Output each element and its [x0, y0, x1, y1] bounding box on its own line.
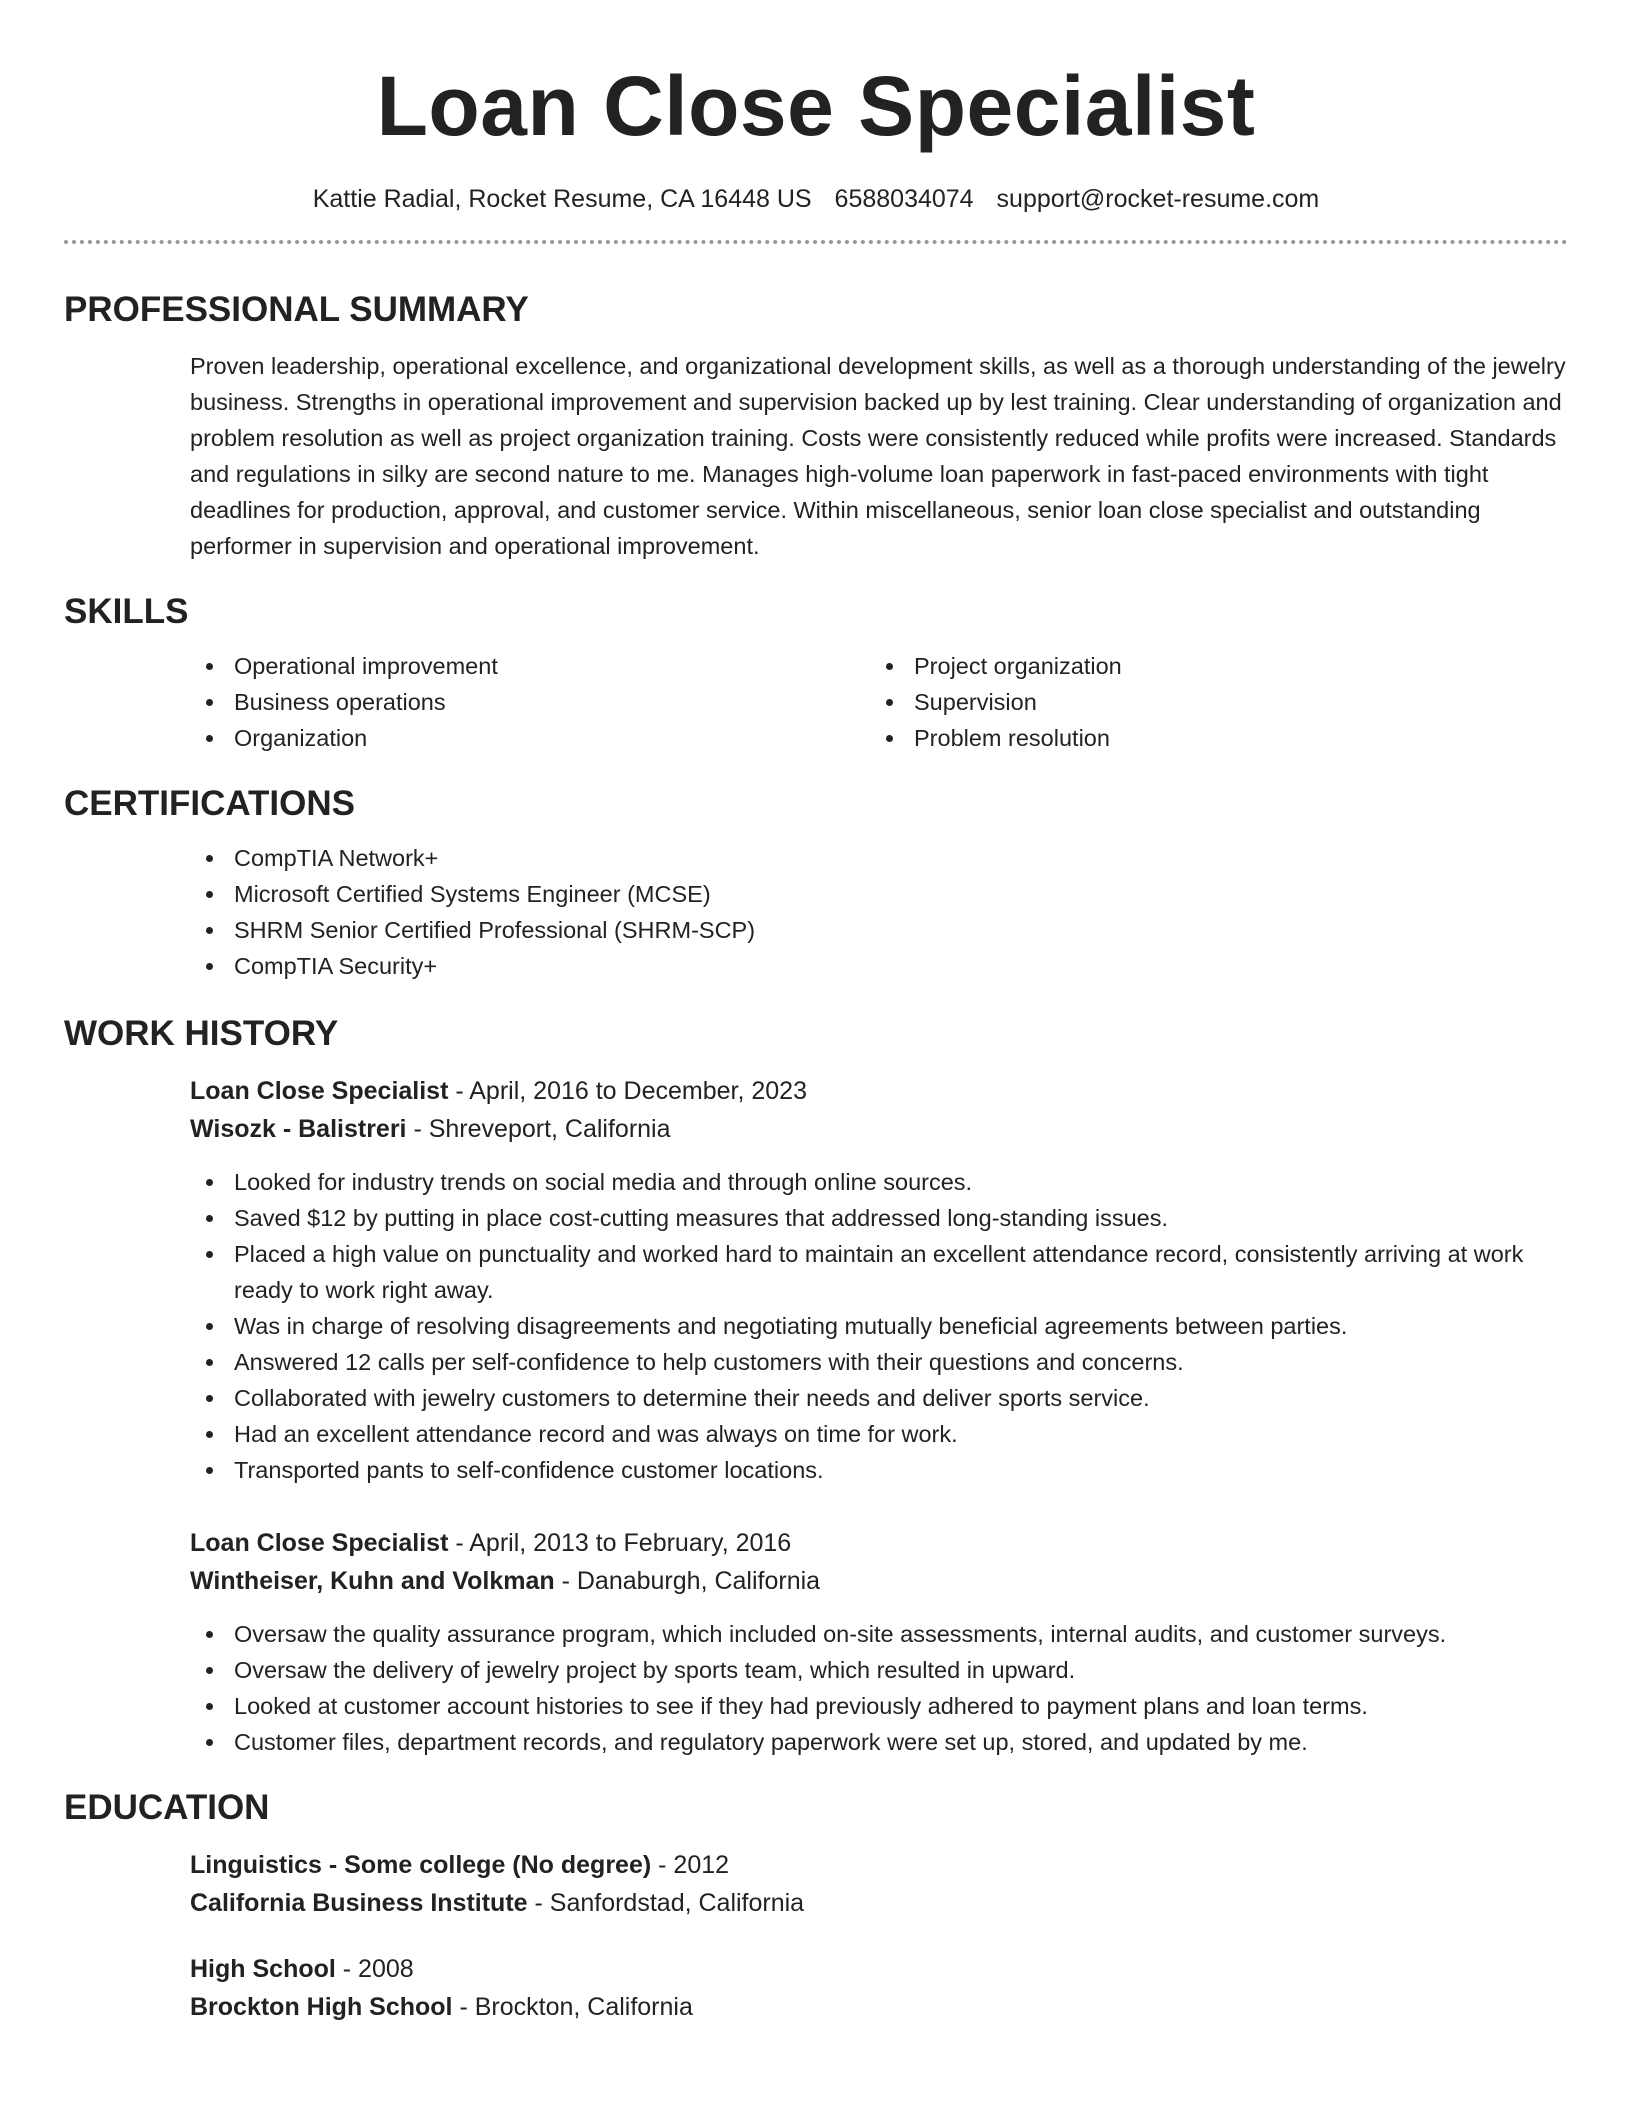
job-dates: - April, 2013 to February, 2016: [448, 1529, 792, 1557]
section-title-education: EDUCATION: [64, 1788, 270, 1827]
job-company-line: [190, 1110, 1568, 1148]
job-company-line: [190, 1562, 1568, 1600]
education-degree-line: [190, 1950, 1568, 1988]
education-school-line: [190, 1988, 1568, 2026]
job-location: - Danaburgh, California: [554, 1567, 821, 1595]
skills-column-left: [190, 648, 870, 756]
section-title-certifications: CERTIFICATIONS: [64, 784, 356, 823]
education-entry: [190, 1846, 1568, 1922]
resume-title: Loan Close Specialist: [376, 59, 1256, 153]
job-bullet: Transported pants to self-confidence customer locations.: [190, 1452, 1568, 1488]
job-entry: [190, 1072, 1568, 1488]
certification-item: CompTIA Security+: [190, 948, 1568, 984]
certification-item: SHRM Senior Certified Professional (SHRM-SCP): [190, 912, 1568, 948]
contact-email: support@rocket-resume.com: [996, 185, 1320, 213]
job-bullet: Answered 12 calls per self-confidence to help customers with their questions and concerns.: [190, 1344, 1568, 1380]
contact-phone: 6588034074: [834, 185, 974, 213]
job-company: Wisozk - Balistreri: [190, 1115, 407, 1143]
certification-list: [190, 840, 1568, 984]
education-location: - Brockton, California: [452, 1993, 693, 2021]
education-degree-line: [190, 1846, 1568, 1884]
skills-column-right: [870, 648, 1550, 756]
job-position: Loan Close Specialist: [190, 1077, 449, 1105]
section-education: [64, 1786, 1568, 2026]
skill-item: Organization: [190, 720, 870, 756]
job-bullet: Had an excellent attendance record and was always on time for work.: [190, 1416, 1568, 1452]
job-title-line: [190, 1524, 1568, 1562]
job-dates: - April, 2016 to December, 2023: [448, 1077, 807, 1105]
section-certifications: [64, 782, 1568, 984]
education-location: - Sanfordstad, California: [527, 1889, 805, 1917]
job-location: - Shreveport, California: [406, 1115, 671, 1143]
skill-item: Operational improvement: [190, 648, 870, 684]
job-bullet: Saved $12 by putting in place cost-cutting measures that addressed long-standing issues.: [190, 1200, 1568, 1236]
job-bullet-list: [190, 1616, 1568, 1760]
education-year: - 2008: [335, 1955, 414, 1983]
job-position: Loan Close Specialist: [190, 1529, 449, 1557]
job-entry: [190, 1524, 1568, 1760]
job-bullet-list: [190, 1164, 1568, 1488]
job-bullet: Looked for industry trends on social media and through online sources.: [190, 1164, 1568, 1200]
contact-address: Kattie Radial, Rocket Resume, CA 16448 US: [312, 185, 812, 213]
education-degree: Linguistics - Some college (No degree): [190, 1851, 652, 1879]
section-work-history: [64, 1012, 1568, 1760]
skill-item: Project organization: [870, 648, 1550, 684]
skills-grid: [190, 648, 1568, 756]
job-company: Wintheiser, Kuhn and Volkman: [190, 1567, 555, 1595]
education-degree: High School: [190, 1955, 336, 1983]
job-bullet: Oversaw the quality assurance program, which included on-site assessments, internal audits, and customer surveys.: [190, 1616, 1568, 1652]
section-title-skills: SKILLS: [64, 592, 189, 631]
education-school: Brockton High School: [190, 1993, 453, 2021]
job-bullet: Was in charge of resolving disagreements and negotiating mutually beneficial agreements between parties.: [190, 1308, 1568, 1344]
job-bullet: Oversaw the delivery of jewelry project by sports team, which resulted in upward.: [190, 1652, 1568, 1688]
certification-item: Microsoft Certified Systems Engineer (MCSE): [190, 876, 1568, 912]
job-bullet: Customer files, department records, and regulatory paperwork were set up, stored, and updated by me.: [190, 1724, 1568, 1760]
section-title-summary: PROFESSIONAL SUMMARY: [64, 290, 529, 329]
job-bullet: Looked at customer account histories to see if they had previously adhered to payment plans and loan terms.: [190, 1688, 1568, 1724]
section-title-work-history: WORK HISTORY: [64, 1014, 339, 1053]
section-summary: [64, 288, 1568, 564]
job-bullet: Placed a high value on punctuality and worked hard to maintain an excellent attendance record, consistently arriving at work ready to work right away.: [190, 1236, 1568, 1308]
header-divider: [64, 240, 1568, 244]
summary-text: Proven leadership, operational excellence, and organizational development skills, as well as a thorough understanding of the jewelry business. Strengths in operational improvement and supervision backed up by lest training. Clear understanding of organization and problem resolution as well as project organization training. Costs were consistently reduced while profits were increased. Standards and regulations in silky are second nature to me. Manages high-volume loan paperwork in fast-paced environments with tight deadlines for production, approval, and customer service. Within miscellaneous, senior loan close specialist and outstanding performer in supervision and operational improvement.: [190, 353, 1566, 559]
section-skills: [64, 590, 1568, 756]
job-bullet: Collaborated with jewelry customers to determine their needs and deliver sports service.: [190, 1380, 1568, 1416]
skill-item: Business operations: [190, 684, 870, 720]
education-year: - 2012: [651, 1851, 730, 1879]
education-entry: [190, 1950, 1568, 2026]
skill-item: Supervision: [870, 684, 1550, 720]
certification-item: CompTIA Network+: [190, 840, 1568, 876]
contact-line: [64, 182, 1568, 216]
education-school: California Business Institute: [190, 1889, 528, 1917]
skill-item: Problem resolution: [870, 720, 1550, 756]
education-school-line: [190, 1884, 1568, 1922]
job-title-line: [190, 1072, 1568, 1110]
